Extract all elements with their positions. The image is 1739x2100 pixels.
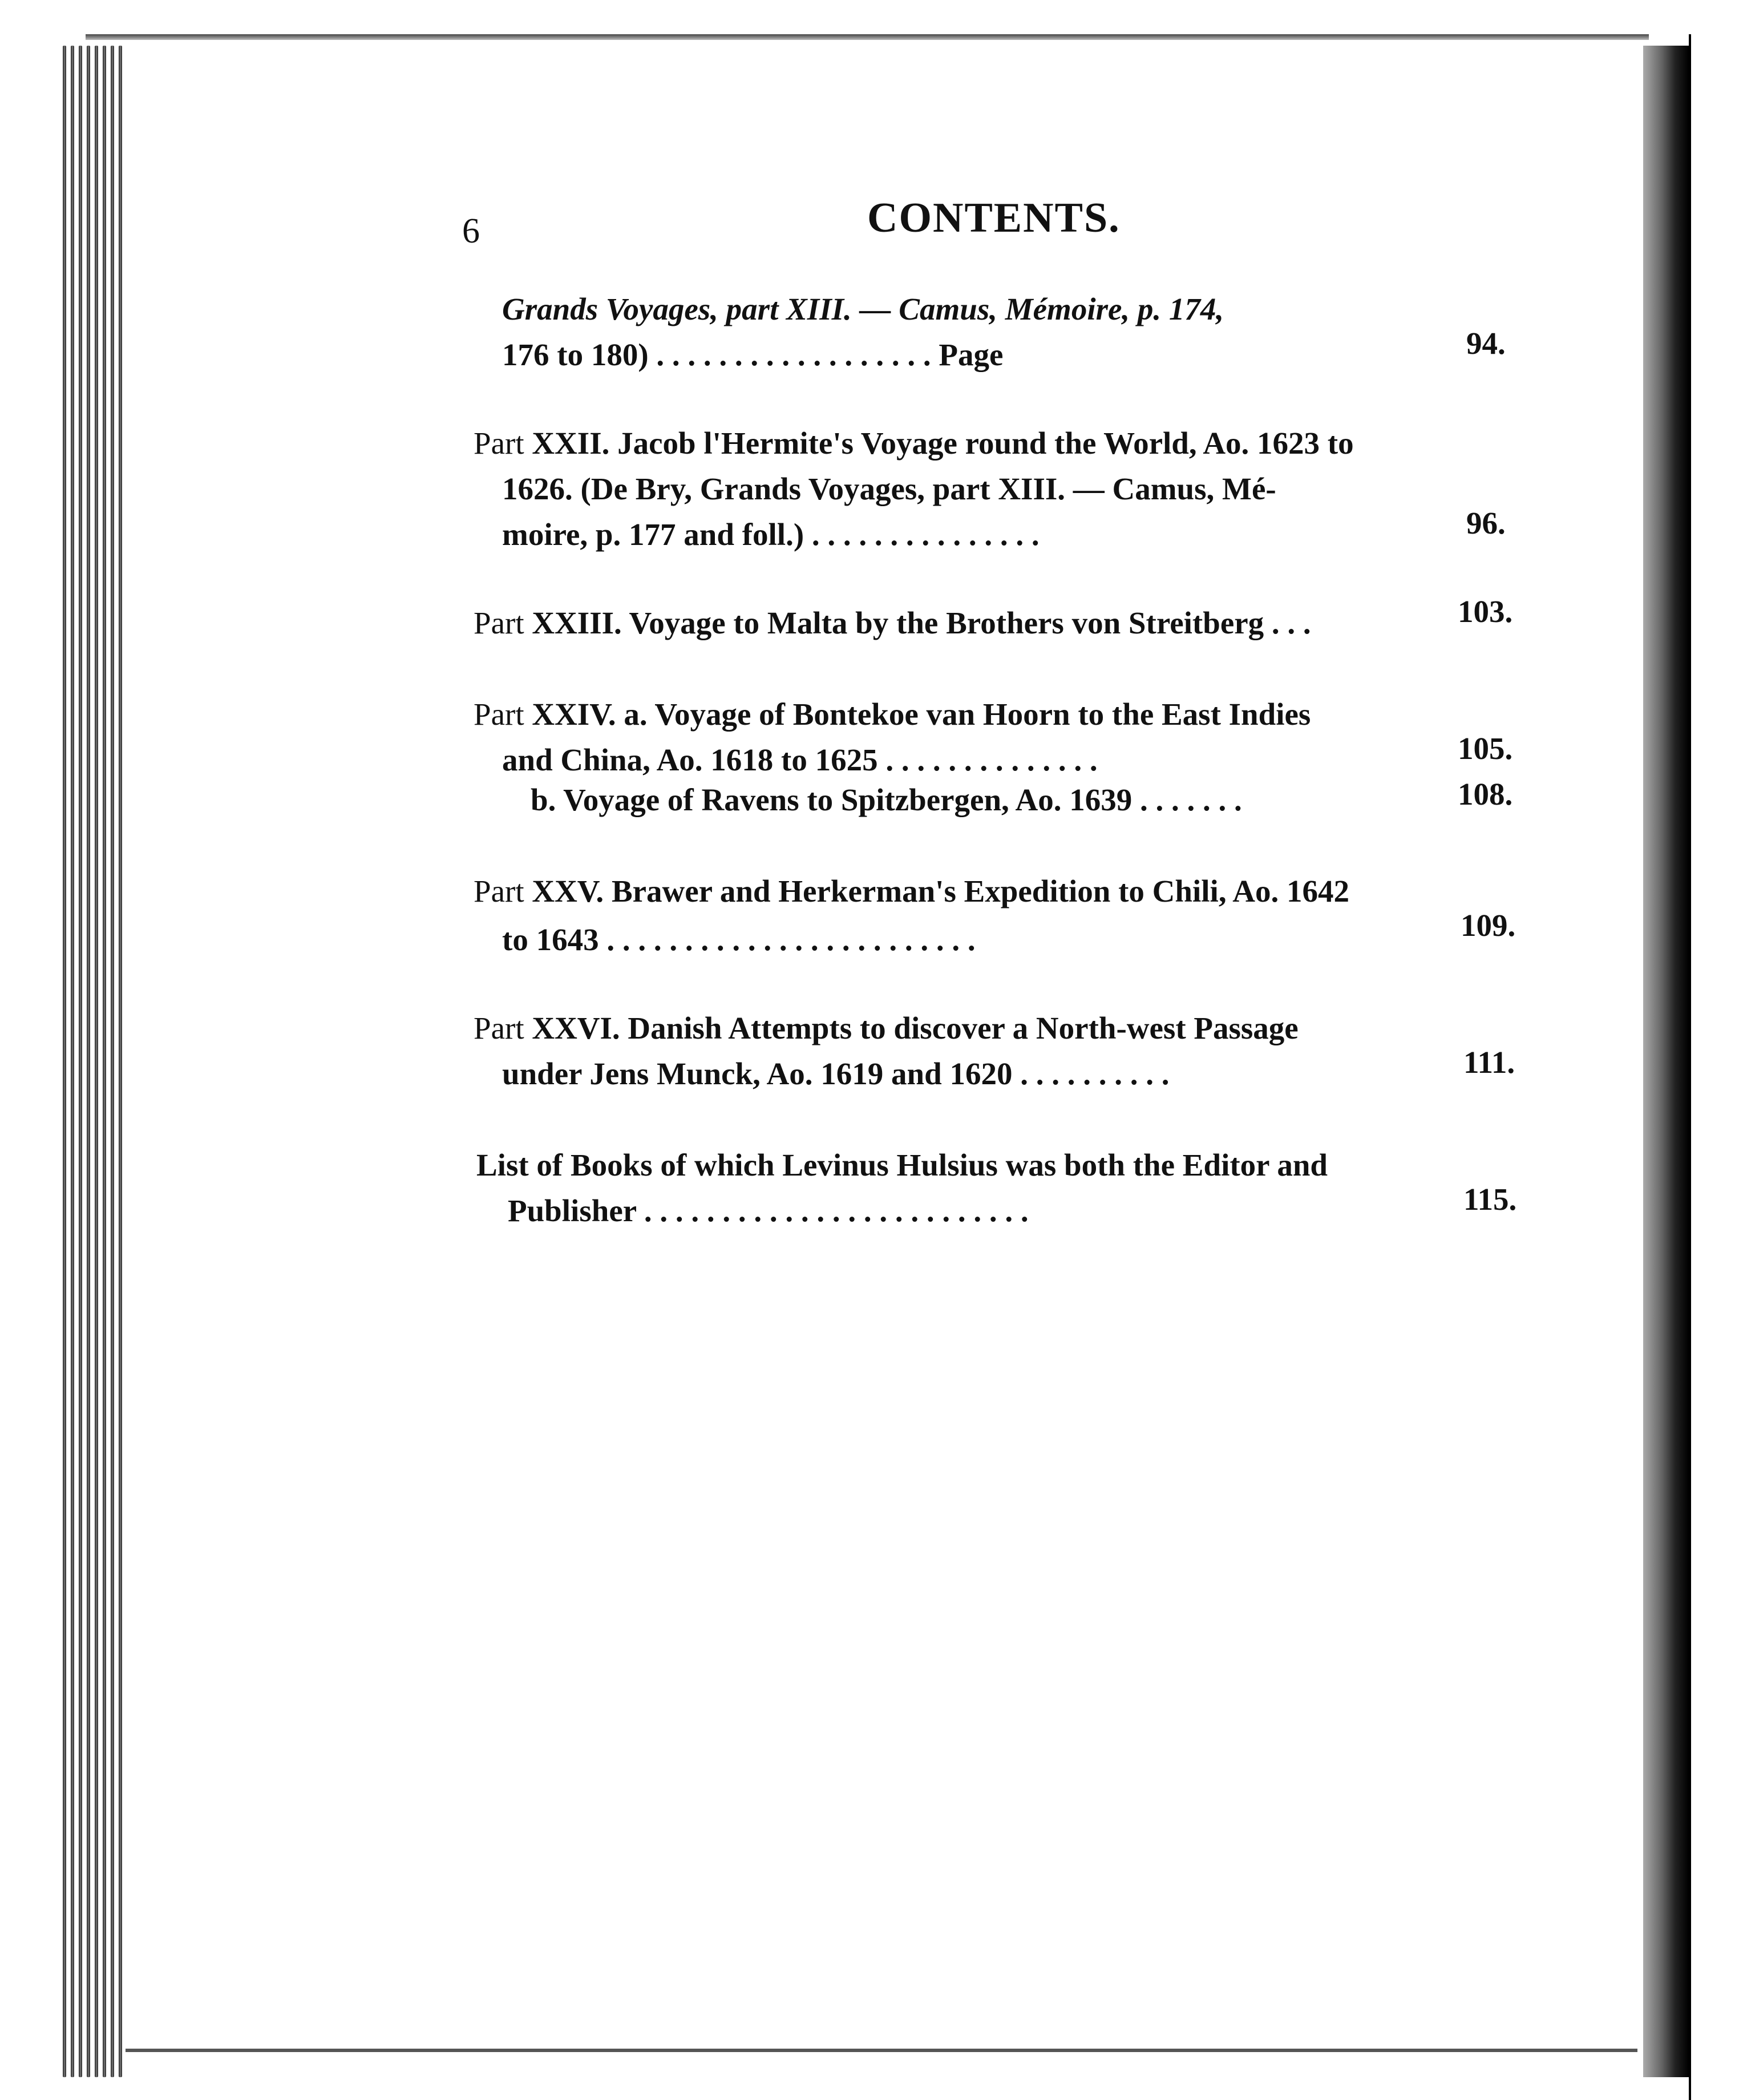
toc-line: 1626. (De Bry, Grands Voyages, part XIII. — Camus, Mé- — [502, 471, 1276, 506]
running-head: CONTENTS. — [867, 195, 1121, 241]
toc-line: Part XXII. Jacob l'Hermite's Voyage round the World, Ao. 1623 to — [474, 426, 1354, 461]
toc-line: to 1643 . . . . . . . . . . . . . . . . . . . . . . . . — [502, 922, 976, 957]
page-number: 6 — [462, 212, 480, 251]
toc-line: b. Voyage of Ravens to Spitzbergen, Ao. 1639 . . . . . . . — [531, 782, 1242, 817]
toc-line: Publisher . . . . . . . . . . . . . . . . . . . . . . . . . — [508, 1193, 1029, 1228]
toc-line: and China, Ao. 1618 to 1625 . . . . . . . . . . . . . . — [502, 742, 1098, 777]
toc-line: 176 to 180) . . . . . . . . . . . . . . . . . . Page — [502, 337, 1004, 372]
toc-line: Part XXIV. a. Voyage of Bontekoe van Hoorn to the East Indies — [474, 697, 1311, 732]
toc-line: Grands Voyages, part XIII. — Camus, Mémoire, p. 174, — [502, 292, 1224, 326]
toc-page-number: 108. — [1458, 777, 1513, 811]
page-bottom-edge — [126, 2049, 1637, 2052]
toc-page-number: 105. — [1458, 731, 1513, 766]
toc-line: List of Books of which Levinus Hulsius was both the Editor and — [476, 1148, 1328, 1182]
page-stack-edges — [63, 46, 131, 2077]
toc-line: Part XXIII. Voyage to Malta by the Brothers von Streitberg . . . — [474, 605, 1311, 640]
toc-page-number: 103. — [1458, 594, 1513, 629]
toc-line: moire, p. 177 and foll.) . . . . . . . . . . . . . . . — [502, 517, 1040, 552]
toc-line: Part XXVI. Danish Attempts to discover a North-west Passage — [474, 1011, 1299, 1045]
toc-line: under Jens Munck, Ao. 1619 and 1620 . . . . . . . . . . — [502, 1056, 1170, 1091]
page-top-edge — [86, 34, 1649, 40]
toc-page-number: 115. — [1463, 1182, 1517, 1217]
toc-page-number: 111. — [1463, 1045, 1515, 1080]
facing-page-edge — [1689, 34, 1739, 2100]
gutter-shadow — [1643, 46, 1689, 2077]
toc-page-number: 94. — [1466, 326, 1506, 361]
toc-page-number: 96. — [1466, 506, 1506, 540]
toc-line: Part XXV. Brawer and Herkerman's Expedition to Chili, Ao. 1642 — [474, 874, 1350, 908]
toc-page-number: 109. — [1461, 908, 1516, 943]
